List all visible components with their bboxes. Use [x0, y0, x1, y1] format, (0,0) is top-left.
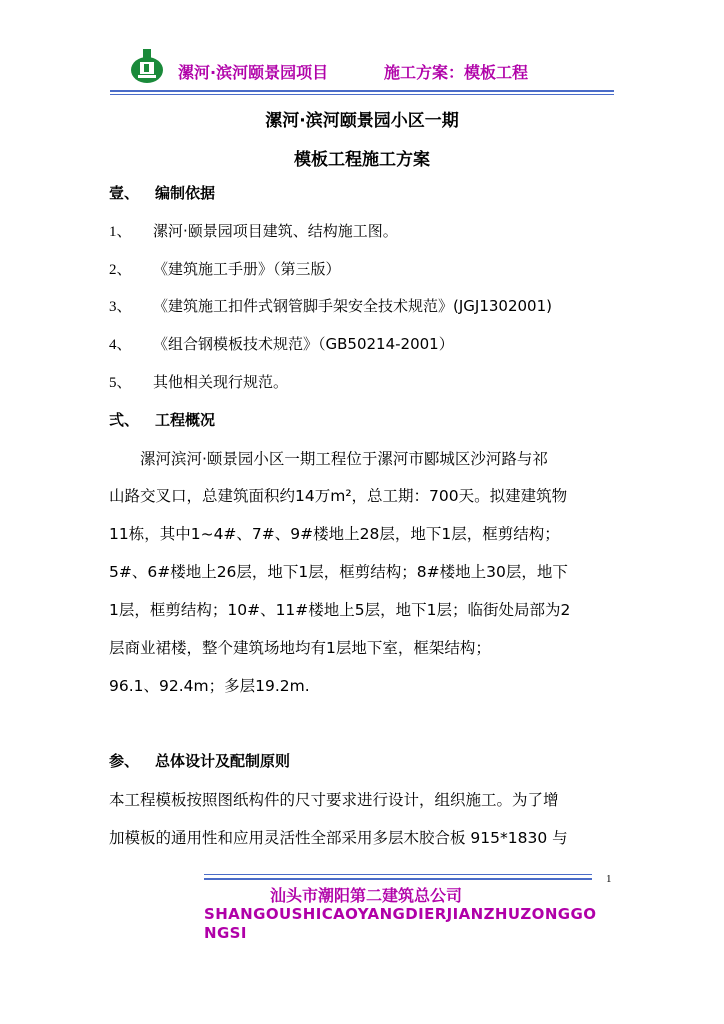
document-subtitle: 模板工程施工方案 [294, 150, 430, 170]
header-plan: 施工方案：模板工程 [384, 63, 529, 82]
list-item-text: 其他相关现行规范。 [153, 373, 289, 391]
section-number: 参、 [109, 752, 140, 770]
list-item [109, 333, 454, 354]
list-item-number: 5、 [109, 375, 132, 391]
document-title: 漯河·滨河颐景园小区一期 [265, 111, 459, 131]
page-number: 1 [606, 873, 612, 885]
section-heading-overview [109, 409, 215, 430]
paragraph-line: 层商业裙楼，整个建筑场地均有1层地下室，框架结构； [109, 639, 491, 657]
header-rule-thin [110, 94, 614, 95]
paragraph-line: 11栋，其中1~4#、7#、9#楼地上28层，地下1层，框剪结构； [109, 525, 560, 543]
paragraph-line: 加模板的通用性和应用灵活性全部采用多层木胶合板 915*1830 与 [109, 829, 568, 847]
section-heading-basis [109, 182, 215, 203]
paragraph-line: 96.1、92.4m；多层19.2m. [109, 677, 310, 695]
list-item-text: 《建筑施工扣件式钢管脚手架安全技术规范》(JGJ1302001) [153, 297, 552, 315]
list-item-text: 《组合钢模板技术规范》（GB50214-2001） [153, 335, 454, 353]
section-title: 编制依据 [155, 184, 216, 202]
list-item-number: 2、 [109, 262, 132, 278]
list-item-text: 漯河·颐景园项目建筑、结构施工图。 [153, 222, 398, 240]
header-rule [110, 90, 614, 92]
list-item-number: 1、 [109, 224, 132, 240]
list-item-number: 4、 [109, 337, 132, 353]
footer-company-pinyin: SHANGOUSHICAOYANGDIERJIANZHUZONGGONGSI [204, 905, 597, 942]
section-number: 壹、 [109, 184, 140, 202]
section-number: 弍、 [109, 411, 140, 429]
company-logo-icon [130, 48, 164, 84]
section-heading-design [109, 750, 290, 771]
header-project: 漯河·滨河颐景园项目 [178, 63, 329, 82]
list-item [109, 295, 552, 316]
list-item [109, 258, 341, 279]
paragraph-line: 本工程模板按照图纸构件的尺寸要求进行设计，组织施工。为了增 [109, 791, 559, 809]
footer-company: 汕头市潮阳第二建筑总公司 [270, 886, 463, 905]
paragraph-line: 漯河滨河·颐景园小区一期工程位于漯河市郾城区沙河路与祁 [109, 450, 548, 468]
list-item-number: 3、 [109, 299, 132, 315]
list-item [109, 220, 398, 241]
footer-rule [204, 878, 592, 880]
section-title: 总体设计及配制原则 [155, 752, 291, 770]
footer-rule-thin [204, 874, 592, 875]
paragraph-line: 山路交叉口，总建筑面积约14万m²，总工期：700天。拟建建筑物 [109, 487, 568, 505]
paragraph-line: 5#、6#楼地上26层，地下1层，框剪结构；8#楼地上30层，地下 [109, 563, 568, 581]
list-item [109, 371, 288, 392]
section-title: 工程概况 [155, 411, 216, 429]
list-item-text: 《建筑施工手册》（第三版） [153, 260, 341, 278]
paragraph-line: 1层，框剪结构；10#、11#楼地上5层，地下1层；临街处局部为2 [109, 601, 571, 619]
